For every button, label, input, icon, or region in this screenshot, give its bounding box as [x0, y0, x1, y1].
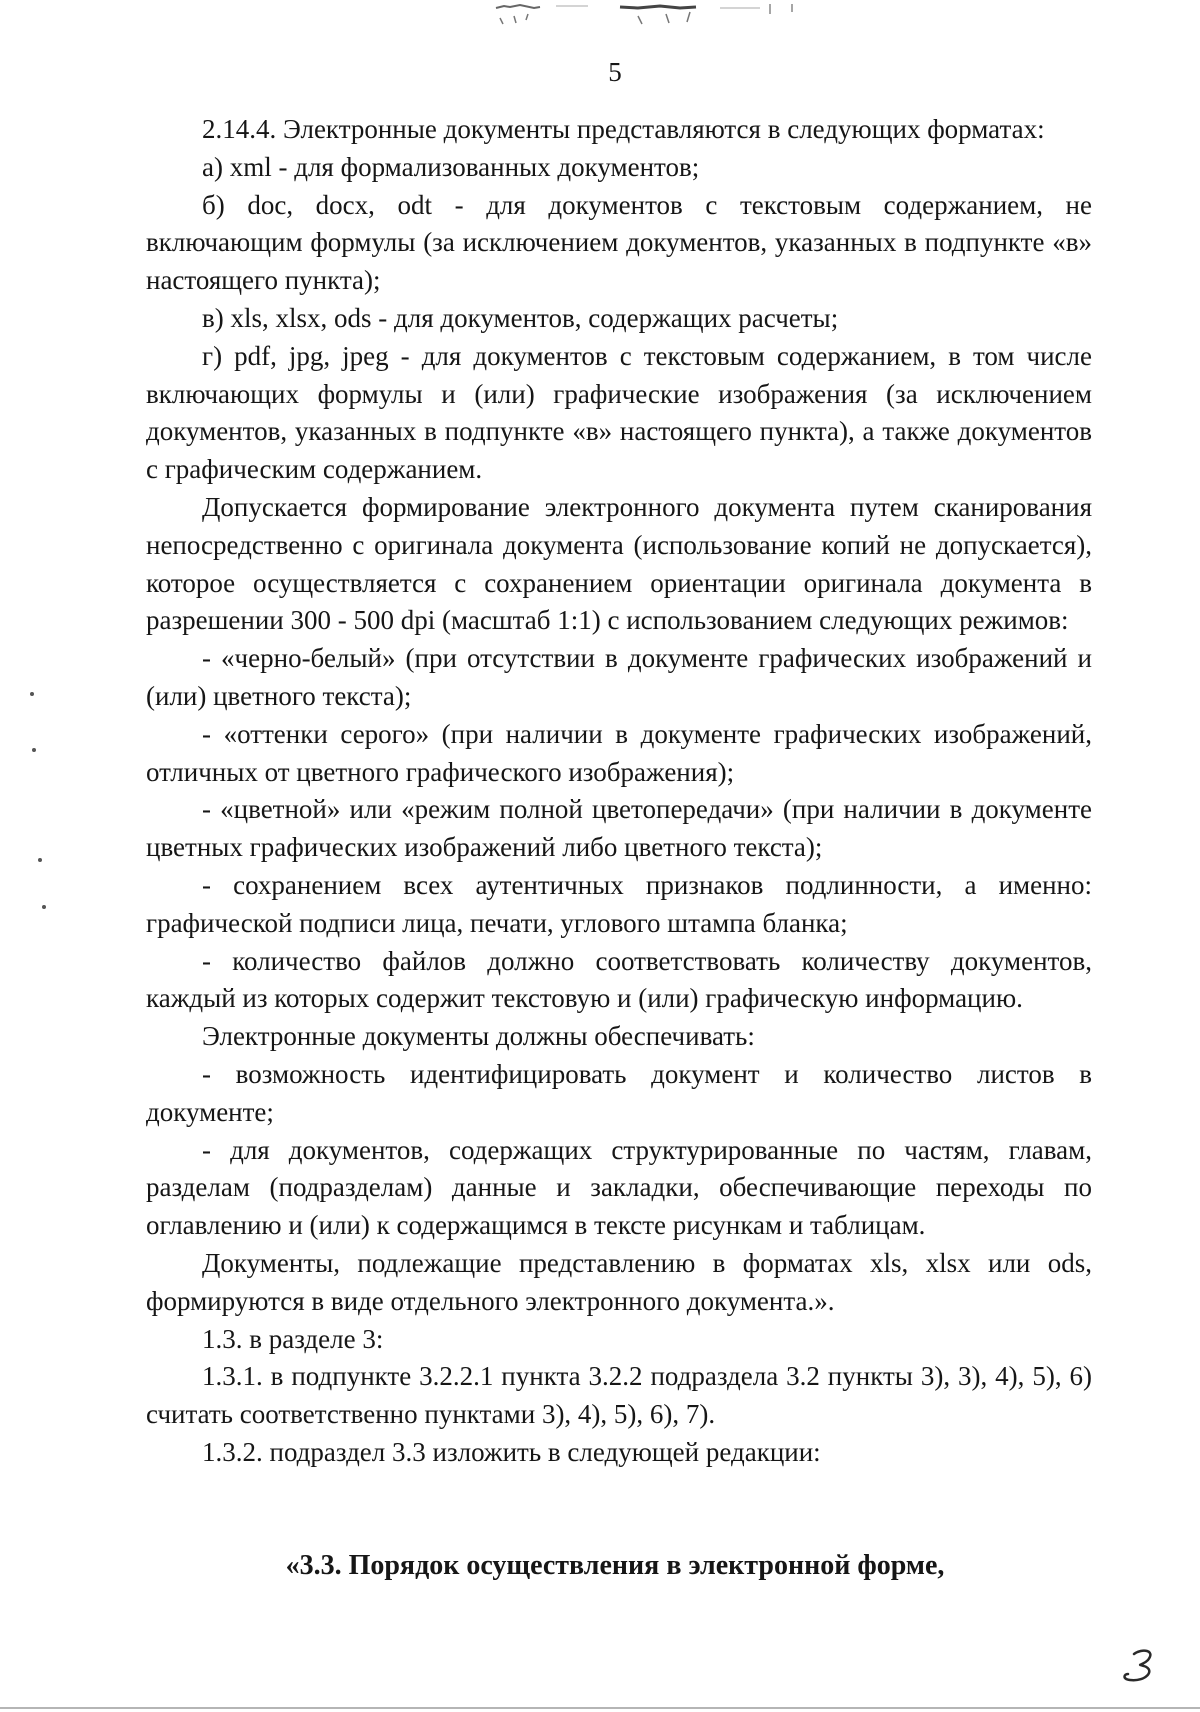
- paragraph-10: - сохранением всех аутентичных признаков подлинности, а именно: графической подписи лица, печати, углового штампа бланка;: [146, 869, 1092, 938]
- paragraph-13: - возможность идентифицировать документ и количество листов в документе;: [146, 1058, 1092, 1127]
- section-heading: «3.3. Порядок осуществления в электронной форме,: [285, 1550, 945, 1581]
- paragraph-18: 1.3.2. подраздел 3.3 изложить в следующей редакции:: [202, 1436, 821, 1467]
- paragraph-14: - для документов, содержащих структурированные по частям, главам, разделам (подразделам) данные и закладки, обеспечивающие переходы по оглавлению и (или) к содержащимся в тексте рисункам и таблицам.: [146, 1134, 1092, 1241]
- scan-speck: [38, 858, 42, 862]
- paragraph-8: - «оттенки серого» (при наличии в документе графических изображений, отличных от цветного графического изображения);: [146, 718, 1092, 787]
- handwritten-mark: [1116, 1644, 1166, 1688]
- paragraph-12: Электронные документы должны обеспечивать:: [202, 1021, 755, 1052]
- scan-speck: [30, 692, 34, 696]
- paragraph-3: б) doc, docx, odt - для документов с текстовым содержанием, не включающим формулы (за исключением документов, указанных в подпункте «в» настоящего пункта);: [146, 189, 1092, 296]
- paragraph-9: - «цветной» или «режим полной цветопередачи» (при наличии в документе цветных графических изображений либо цветного текста);: [146, 794, 1092, 863]
- paragraph-4: в) xls, xlsx, ods - для документов, содержащих расчеты;: [202, 302, 839, 333]
- paragraph-15: Документы, подлежащие представлению в форматах xls, xlsx или ods, формируются в виде отдельного электронного документа.».: [146, 1247, 1092, 1316]
- page-number: 5: [608, 57, 622, 87]
- scan-speck: [32, 748, 36, 752]
- paragraph-2: а) xml - для формализованных документов;: [202, 151, 700, 182]
- paragraph-17: 1.3.1. в подпункте 3.2.2.1 пункта 3.2.2 подраздела 3.2 пункты 3), 3), 4), 5), 6) считать соответственно пунктами 3), 4), 5), 6), 7).: [146, 1361, 1092, 1430]
- paragraph-5: г) pdf, jpg, jpeg - для документов с текстовым содержанием, в том числе включающих формулы и (или) графические изображения (за исключением документов, указанных в подпункте «в» настоящего пункта), а также документов с графическим содержанием.: [146, 340, 1092, 485]
- scan-artifact: [470, 0, 830, 40]
- document-body: [146, 111, 1092, 1472]
- paragraph-1: 2.14.4. Электронные документы представляются в следующих форматах:: [202, 114, 1045, 144]
- paragraph-11: - количество файлов должно соответствовать количеству документов, каждый из которых содержит текстовую и (или) графическую информацию.: [146, 945, 1092, 1014]
- paragraph-7: - «черно-белый» (при отсутствии в документе графических изображений и (или) цветного текста);: [146, 643, 1092, 711]
- scan-speck: [42, 905, 46, 909]
- scan-bottom-edge: [0, 1707, 1200, 1709]
- paragraph-16: 1.3. в разделе 3:: [202, 1323, 384, 1354]
- paragraph-6: Допускается формирование электронного документа путем сканирования непосредственно с оригинала документа (использование копий не допускается), которое осуществляется с сохранением ориентации оригинала документа в разрешении 300 - 500 dpi (масштаб 1:1) с использованием следующих режимов:: [146, 491, 1092, 636]
